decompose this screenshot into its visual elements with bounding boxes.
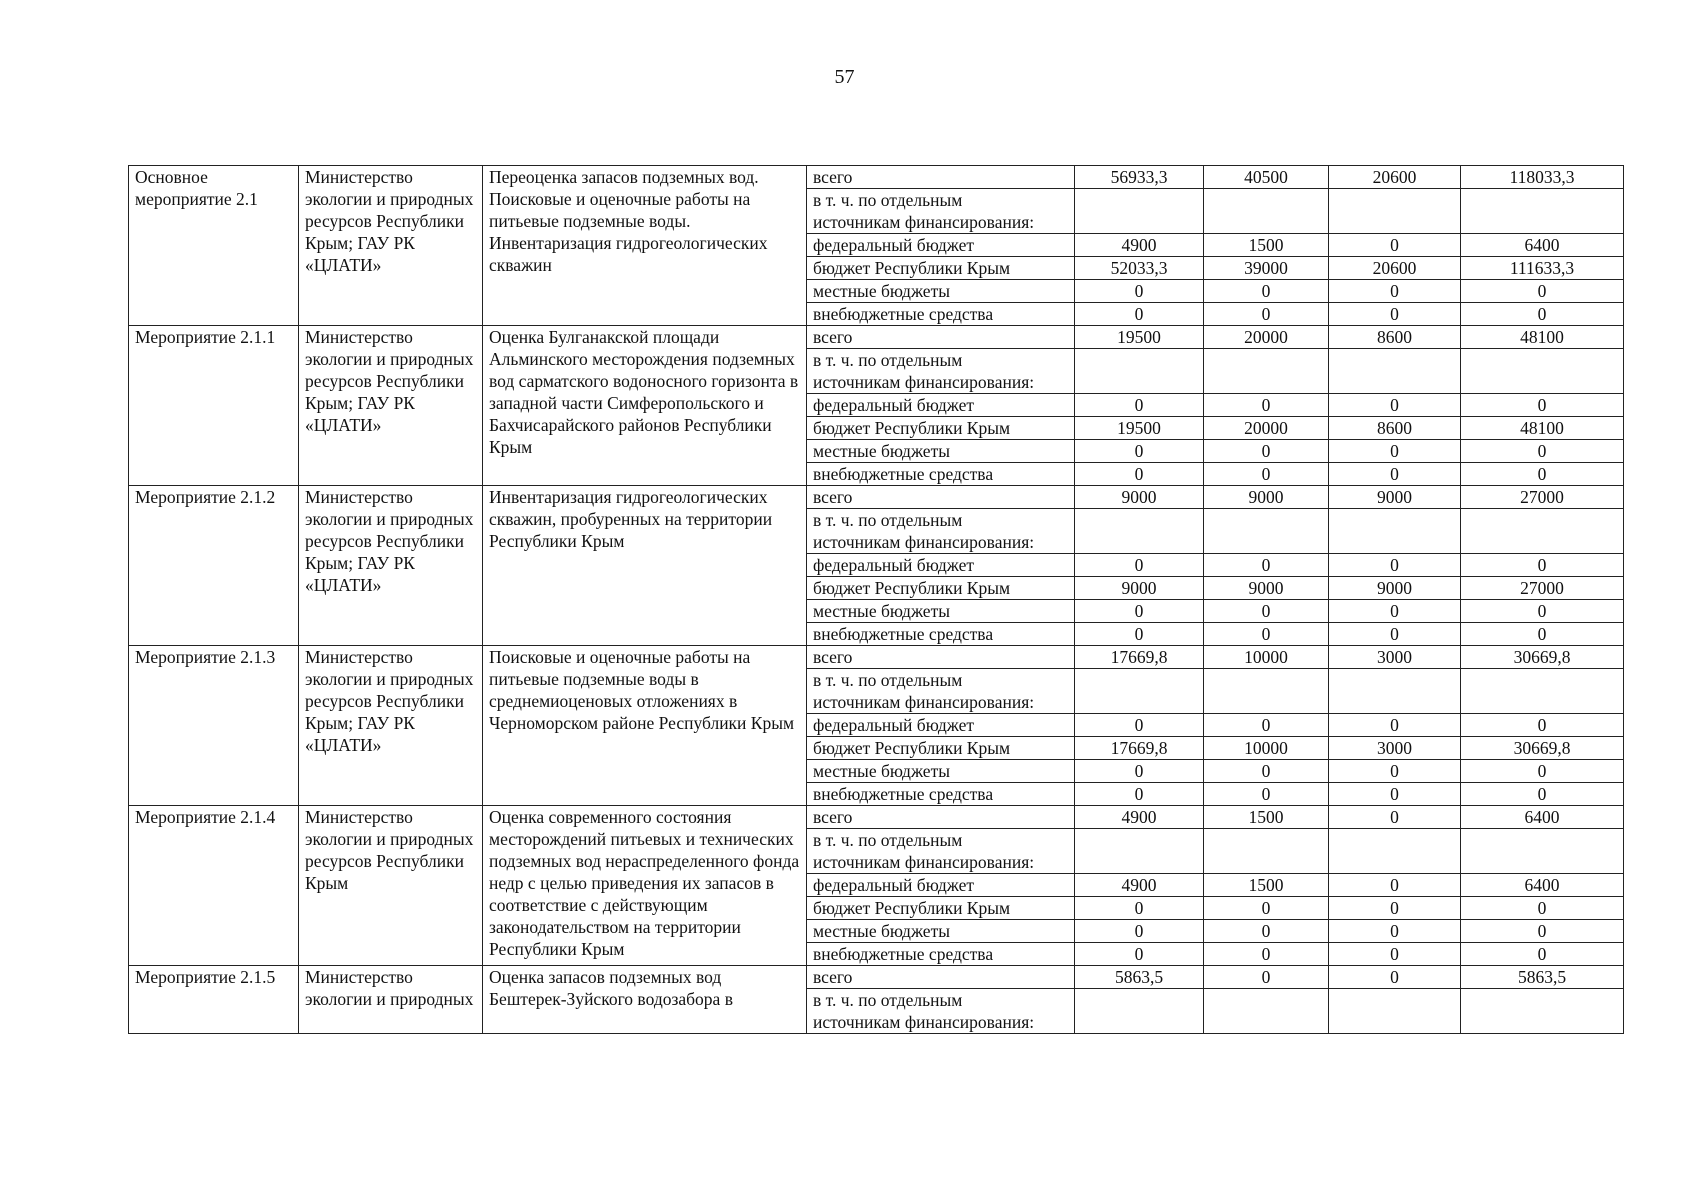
- amount-cell: [1204, 829, 1329, 874]
- amount-cell: [1204, 989, 1329, 1034]
- amount-cell: [1204, 349, 1329, 394]
- funding-source-label-line: в т. ч. по отдельным: [813, 990, 963, 1010]
- amount-cell: [1461, 669, 1624, 714]
- funding-source-label: внебюджетные средства: [807, 943, 1075, 966]
- amount-cell: 0: [1329, 943, 1461, 966]
- amount-cell: 20000: [1204, 326, 1329, 349]
- funding-source-label: [807, 669, 1075, 714]
- amount-cell: 0: [1329, 394, 1461, 417]
- amount-cell: 0: [1075, 280, 1204, 303]
- funding-source-label: бюджет Республики Крым: [807, 257, 1075, 280]
- amount-cell: 9000: [1204, 577, 1329, 600]
- amount-cell: 6400: [1461, 234, 1624, 257]
- amount-cell: 0: [1329, 760, 1461, 783]
- amount-cell: 0: [1204, 760, 1329, 783]
- amount-cell: 0: [1461, 714, 1624, 737]
- amount-cell: [1075, 189, 1204, 234]
- amount-cell: 0: [1461, 943, 1624, 966]
- activity-executor: Министерство экологии и природных ресурсов Республики Крым: [299, 806, 483, 966]
- funding-source-label: местные бюджеты: [807, 760, 1075, 783]
- funding-source-label: внебюджетные средства: [807, 303, 1075, 326]
- funding-source-label: бюджет Республики Крым: [807, 737, 1075, 760]
- activity-name: Основное мероприятие 2.1: [129, 166, 299, 326]
- amount-cell: 0: [1461, 554, 1624, 577]
- amount-cell: [1075, 509, 1204, 554]
- funding-source-label-line: в т. ч. по отдельным: [813, 350, 963, 370]
- amount-cell: [1461, 189, 1624, 234]
- amount-cell: 0: [1461, 920, 1624, 943]
- table-row: [129, 166, 1624, 189]
- funding-source-label: внебюджетные средства: [807, 463, 1075, 486]
- amount-cell: 0: [1461, 897, 1624, 920]
- table-row: [129, 486, 1624, 509]
- funding-source-label: всего: [807, 806, 1075, 829]
- amount-cell: [1329, 829, 1461, 874]
- activity-name: Мероприятие 2.1.3: [129, 646, 299, 806]
- activity-description: Оценка современного состояния месторождений питьевых и технических подземных вод нераспределенного фонда недр с целью приведения их запасов в соответствие с действующим законодательством на территории Республики Крым: [483, 806, 807, 966]
- funding-source-label-line: в т. ч. по отдельным: [813, 510, 963, 530]
- amount-cell: 1500: [1204, 234, 1329, 257]
- amount-cell: 0: [1329, 463, 1461, 486]
- activity-description: Переоценка запасов подземных вод. Поисковые и оценочные работы на питьевые подземные воды. Инвентаризация гидрогеологических скважин: [483, 166, 807, 326]
- amount-cell: 0: [1204, 897, 1329, 920]
- amount-cell: 27000: [1461, 577, 1624, 600]
- amount-cell: 0: [1329, 897, 1461, 920]
- amount-cell: 0: [1204, 600, 1329, 623]
- amount-cell: 0: [1075, 463, 1204, 486]
- amount-cell: 0: [1075, 760, 1204, 783]
- amount-cell: 20000: [1204, 417, 1329, 440]
- activity-executor: Министерство экологии и природных ресурсов Республики Крым; ГАУ РК «ЦЛАТИ»: [299, 646, 483, 806]
- activity-name: Мероприятие 2.1.2: [129, 486, 299, 646]
- amount-cell: 6400: [1461, 874, 1624, 897]
- amount-cell: 0: [1204, 714, 1329, 737]
- amount-cell: 0: [1461, 463, 1624, 486]
- amount-cell: [1204, 509, 1329, 554]
- activity-executor: Министерство экологии и природных ресурсов Республики Крым; ГАУ РК «ЦЛАТИ»: [299, 166, 483, 326]
- amount-cell: 40500: [1204, 166, 1329, 189]
- amount-cell: 17669,8: [1075, 737, 1204, 760]
- funding-source-label: федеральный бюджет: [807, 874, 1075, 897]
- activity-name: Мероприятие 2.1.4: [129, 806, 299, 966]
- funding-source-label-line: источникам финансирования:: [813, 692, 1035, 712]
- funding-source-label: местные бюджеты: [807, 600, 1075, 623]
- amount-cell: 30669,8: [1461, 737, 1624, 760]
- funding-source-label-line: источникам финансирования:: [813, 852, 1035, 872]
- amount-cell: 0: [1075, 440, 1204, 463]
- amount-cell: 0: [1329, 874, 1461, 897]
- table-row: [129, 806, 1624, 829]
- amount-cell: 30669,8: [1461, 646, 1624, 669]
- funding-source-label-line: в т. ч. по отдельным: [813, 670, 963, 690]
- amount-cell: 8600: [1329, 417, 1461, 440]
- amount-cell: 0: [1204, 966, 1329, 989]
- amount-cell: 0: [1204, 623, 1329, 646]
- amount-cell: 20600: [1329, 166, 1461, 189]
- activity-description: Поисковые и оценочные работы на питьевые подземные воды в среднемиоценовых отложениях в Черноморском районе Республики Крым: [483, 646, 807, 806]
- amount-cell: 111633,3: [1461, 257, 1624, 280]
- amount-cell: 0: [1075, 897, 1204, 920]
- amount-cell: 10000: [1204, 737, 1329, 760]
- amount-cell: 4900: [1075, 874, 1204, 897]
- amount-cell: 9000: [1204, 486, 1329, 509]
- amount-cell: 9000: [1329, 577, 1461, 600]
- table-row: [129, 646, 1624, 669]
- amount-cell: 0: [1075, 920, 1204, 943]
- amount-cell: 0: [1075, 623, 1204, 646]
- table-row: [129, 966, 1624, 989]
- amount-cell: 0: [1204, 394, 1329, 417]
- amount-cell: 19500: [1075, 326, 1204, 349]
- activity-description: Оценка Булганакской площади Альминского месторождения подземных вод сарматского водоносного горизонта в западной части Симферопольского и Бахчисарайского районов Республики Крым: [483, 326, 807, 486]
- amount-cell: 1500: [1204, 874, 1329, 897]
- amount-cell: [1461, 349, 1624, 394]
- amount-cell: 0: [1461, 600, 1624, 623]
- page-number: 57: [834, 66, 855, 88]
- amount-cell: 0: [1204, 554, 1329, 577]
- funding-source-label: всего: [807, 486, 1075, 509]
- amount-cell: 0: [1204, 440, 1329, 463]
- funding-source-label: бюджет Республики Крым: [807, 417, 1075, 440]
- amount-cell: [1075, 669, 1204, 714]
- amount-cell: [1329, 349, 1461, 394]
- amount-cell: 0: [1329, 600, 1461, 623]
- amount-cell: 0: [1461, 303, 1624, 326]
- funding-source-label: внебюджетные средства: [807, 783, 1075, 806]
- funding-source-label-line: источникам финансирования:: [813, 372, 1035, 392]
- amount-cell: [1461, 829, 1624, 874]
- funding-source-label-line: в т. ч. по отдельным: [813, 830, 963, 850]
- amount-cell: 39000: [1204, 257, 1329, 280]
- funding-source-label: [807, 829, 1075, 874]
- amount-cell: 0: [1329, 623, 1461, 646]
- amount-cell: 27000: [1461, 486, 1624, 509]
- activity-description: Оценка запасов подземных вод Бештерек-Зуйского водозабора в: [483, 966, 807, 1034]
- amount-cell: 0: [1204, 783, 1329, 806]
- amount-cell: 3000: [1329, 737, 1461, 760]
- amount-cell: [1329, 509, 1461, 554]
- amount-cell: 0: [1075, 783, 1204, 806]
- amount-cell: 6400: [1461, 806, 1624, 829]
- funding-source-label: [807, 349, 1075, 394]
- amount-cell: 0: [1075, 303, 1204, 326]
- amount-cell: 0: [1075, 943, 1204, 966]
- amount-cell: [1329, 189, 1461, 234]
- amount-cell: 0: [1461, 394, 1624, 417]
- amount-cell: 10000: [1204, 646, 1329, 669]
- amount-cell: 0: [1075, 394, 1204, 417]
- amount-cell: 8600: [1329, 326, 1461, 349]
- amount-cell: 3000: [1329, 646, 1461, 669]
- funding-source-label: всего: [807, 326, 1075, 349]
- amount-cell: 0: [1204, 943, 1329, 966]
- funding-source-label: федеральный бюджет: [807, 234, 1075, 257]
- amount-cell: 0: [1461, 760, 1624, 783]
- funding-source-label: местные бюджеты: [807, 920, 1075, 943]
- amount-cell: 0: [1461, 623, 1624, 646]
- amount-cell: [1329, 669, 1461, 714]
- amount-cell: 0: [1204, 303, 1329, 326]
- activity-description: Инвентаризация гидрогеологических скважин, пробуренных на территории Республики Крым: [483, 486, 807, 646]
- funding-source-label: всего: [807, 646, 1075, 669]
- funding-source-label: федеральный бюджет: [807, 394, 1075, 417]
- amount-cell: 0: [1329, 806, 1461, 829]
- funding-source-label: всего: [807, 966, 1075, 989]
- funding-source-label: бюджет Республики Крым: [807, 577, 1075, 600]
- funding-source-label: [807, 189, 1075, 234]
- amount-cell: 0: [1329, 966, 1461, 989]
- activity-executor: Министерство экологии и природных ресурсов Республики Крым; ГАУ РК «ЦЛАТИ»: [299, 486, 483, 646]
- amount-cell: 0: [1461, 440, 1624, 463]
- funding-source-label: бюджет Республики Крым: [807, 897, 1075, 920]
- amount-cell: 48100: [1461, 417, 1624, 440]
- amount-cell: 0: [1329, 280, 1461, 303]
- amount-cell: 48100: [1461, 326, 1624, 349]
- funding-source-label: всего: [807, 166, 1075, 189]
- amount-cell: 0: [1204, 920, 1329, 943]
- amount-cell: 0: [1075, 554, 1204, 577]
- amount-cell: 0: [1329, 554, 1461, 577]
- funding-source-label-line: источникам финансирования:: [813, 1012, 1035, 1032]
- funding-source-label: федеральный бюджет: [807, 714, 1075, 737]
- amount-cell: [1329, 989, 1461, 1034]
- financing-table: [128, 165, 1624, 1034]
- amount-cell: 0: [1329, 234, 1461, 257]
- amount-cell: 0: [1204, 463, 1329, 486]
- amount-cell: 5863,5: [1075, 966, 1204, 989]
- amount-cell: 9000: [1075, 577, 1204, 600]
- amount-cell: 0: [1329, 920, 1461, 943]
- amount-cell: 19500: [1075, 417, 1204, 440]
- table-row: [129, 326, 1624, 349]
- amount-cell: [1075, 829, 1204, 874]
- amount-cell: [1075, 349, 1204, 394]
- funding-source-label-line: в т. ч. по отдельным: [813, 190, 963, 210]
- funding-source-label: внебюджетные средства: [807, 623, 1075, 646]
- activity-executor: Министерство экологии и природных ресурсов Республики Крым; ГАУ РК «ЦЛАТИ»: [299, 326, 483, 486]
- amount-cell: 5863,5: [1461, 966, 1624, 989]
- activity-executor: Министерство экологии и природных: [299, 966, 483, 1034]
- amount-cell: 20600: [1329, 257, 1461, 280]
- amount-cell: 4900: [1075, 234, 1204, 257]
- amount-cell: 52033,3: [1075, 257, 1204, 280]
- funding-source-label-line: источникам финансирования:: [813, 212, 1035, 232]
- amount-cell: 0: [1075, 714, 1204, 737]
- activity-name: Мероприятие 2.1.5: [129, 966, 299, 1034]
- funding-source-label: [807, 509, 1075, 554]
- funding-source-label: местные бюджеты: [807, 440, 1075, 463]
- funding-source-label: [807, 989, 1075, 1034]
- amount-cell: [1204, 189, 1329, 234]
- table-body: [129, 166, 1624, 1034]
- amount-cell: 0: [1461, 783, 1624, 806]
- amount-cell: 17669,8: [1075, 646, 1204, 669]
- amount-cell: 0: [1075, 600, 1204, 623]
- amount-cell: [1461, 989, 1624, 1034]
- amount-cell: 0: [1329, 714, 1461, 737]
- amount-cell: [1461, 509, 1624, 554]
- funding-source-label: местные бюджеты: [807, 280, 1075, 303]
- amount-cell: [1075, 989, 1204, 1034]
- amount-cell: 0: [1461, 280, 1624, 303]
- amount-cell: 0: [1204, 280, 1329, 303]
- amount-cell: 0: [1329, 783, 1461, 806]
- amount-cell: 9000: [1329, 486, 1461, 509]
- amount-cell: 1500: [1204, 806, 1329, 829]
- funding-source-label-line: источникам финансирования:: [813, 532, 1035, 552]
- amount-cell: 0: [1329, 440, 1461, 463]
- amount-cell: 9000: [1075, 486, 1204, 509]
- activity-name: Мероприятие 2.1.1: [129, 326, 299, 486]
- funding-source-label: федеральный бюджет: [807, 554, 1075, 577]
- amount-cell: 4900: [1075, 806, 1204, 829]
- amount-cell: [1204, 669, 1329, 714]
- amount-cell: 56933,3: [1075, 166, 1204, 189]
- amount-cell: 118033,3: [1461, 166, 1624, 189]
- amount-cell: 0: [1329, 303, 1461, 326]
